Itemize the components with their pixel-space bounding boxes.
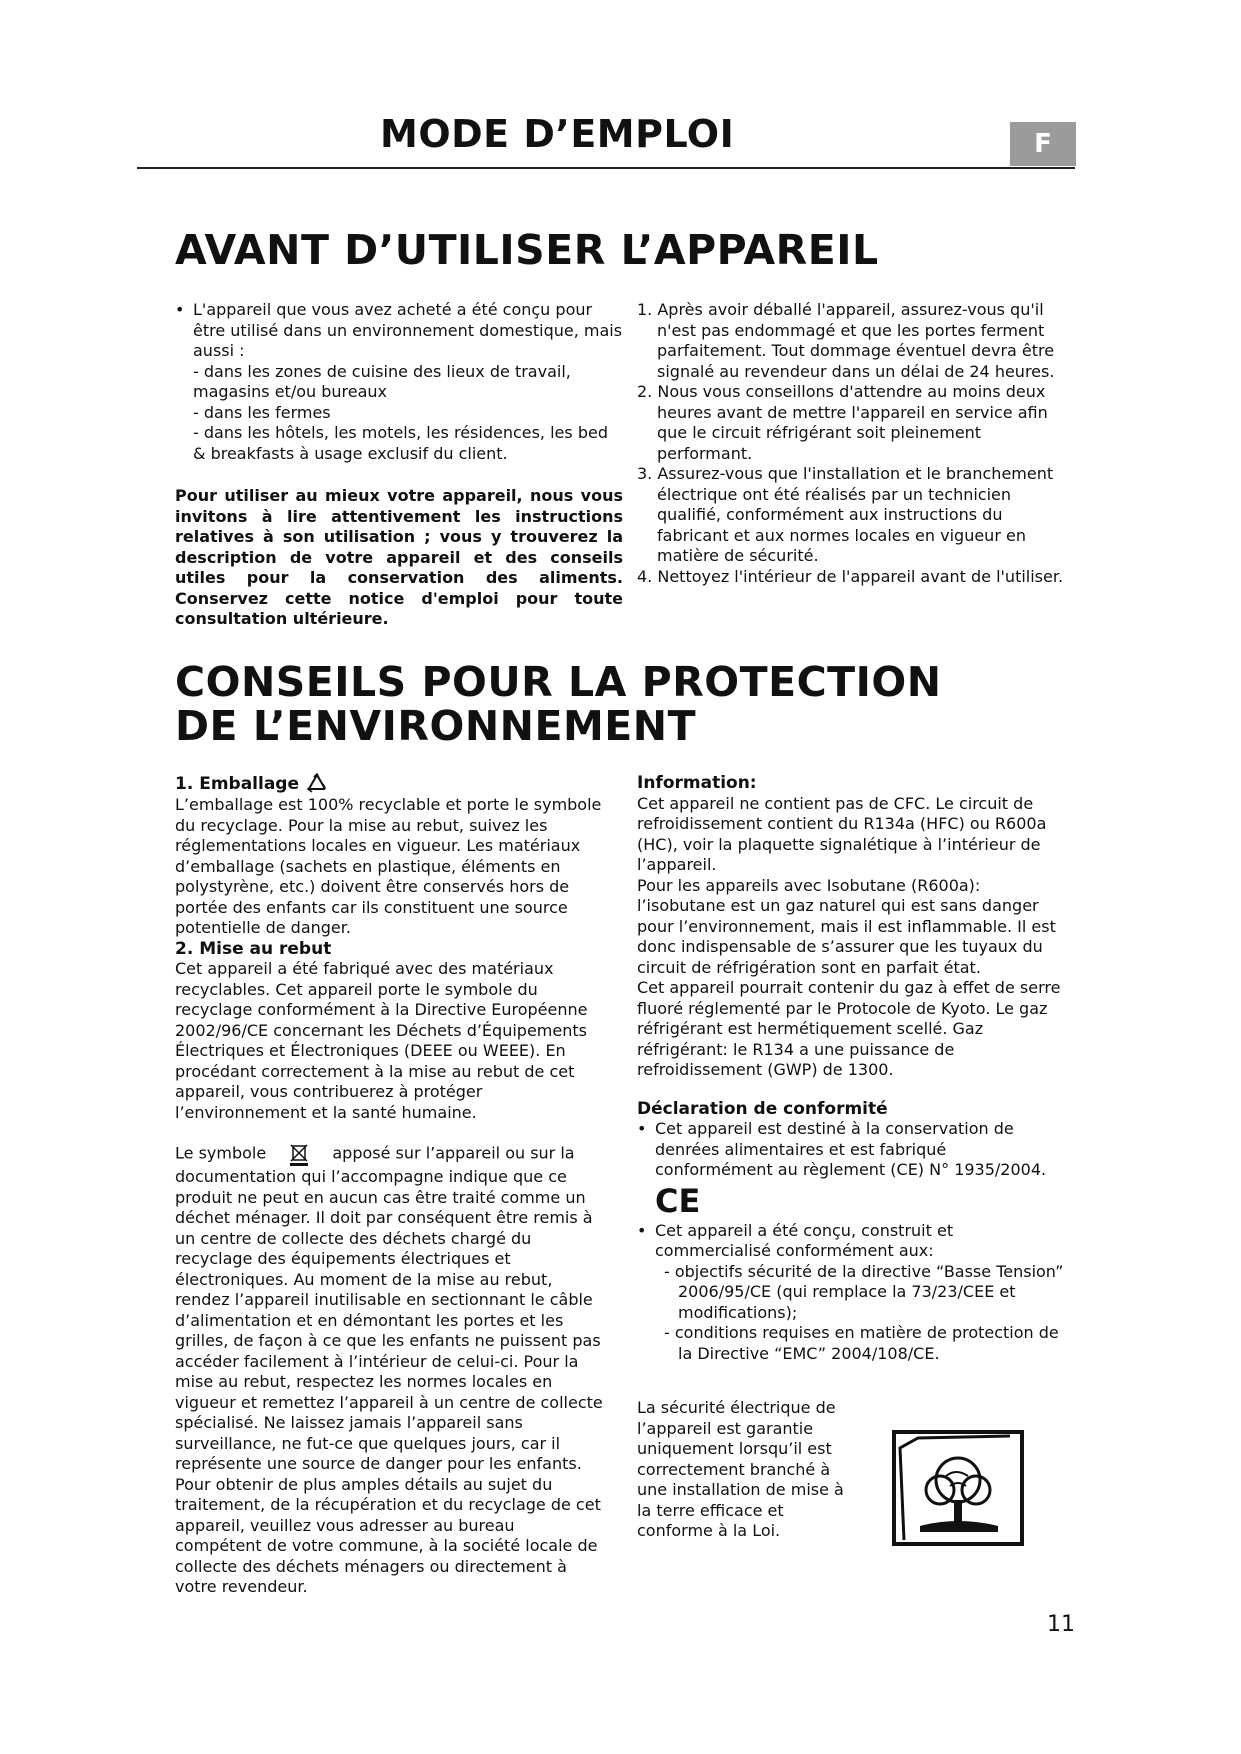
section-title-environment — [175, 660, 942, 748]
conformity-bullet: • Cet appareil est destiné à la conservation de denrées alimentaires et est fabriqué conformément au règlement (CE) N° 1935/2004. — [637, 1119, 1069, 1181]
language-badge: F — [1010, 122, 1076, 166]
section-title-before-use: AVANT D’UTILISER L’APPAREIL — [175, 226, 879, 274]
directive-item: - objectifs sécurité de la directive “Basse Tension” 2006/95/CE (qui remplace la 73/23/CEE et modifications); — [664, 1261, 1064, 1322]
disposal-text: Cet appareil a été fabriqué avec des matériaux recyclables. Cet appareil porte le symbole du recyclage conformément à la Directive Européenne 2002/96/CE concernant les Déchets d’Équipements Électriques et Électroniques (DEEE ou WEEE). En procédant correctement à la mise au rebut de cet appareil, vous contribuerez à protéger l’environnement et la santé humaine. — [175, 959, 588, 1122]
environment-right-column — [637, 773, 1069, 1364]
use-item: - dans les hôtels, les motels, les résidences, les bed & breakfasts à usage exclusif du client. — [193, 423, 608, 463]
environment-left-column — [175, 773, 605, 1598]
step-item: 2. Nous vous conseillons d'attendre au moins deux heures avant de mettre l'appareil en service afin que le circuit réfrigérant soit pleinement performant. — [637, 382, 1048, 463]
step-item: 1. Après avoir déballé l'appareil, assurez-vous qu'il n'est pas endommagé et que les portes ferment parfaitement. Tout dommage éventuel devra être signalé au revendeur dans un délai de 24 heures. — [637, 300, 1055, 381]
section-title-line: DE L’ENVIRONNEMENT — [175, 702, 697, 750]
step-item: 3. Assurez-vous que l'installation et le branchement électrique ont été réalisés par un technicien qualifié, conformément aux instructions du fabricant et aux normes locales en vigueur en matière de sécurité. — [637, 464, 1054, 565]
information-text: Cet appareil ne contient pas de CFC. Le circuit de refroidissement contient du R134a (HFC) ou R600a (HC), voir la plaquette signalétique à l’intérieur de l’appareil. — [637, 793, 1047, 874]
packaging-heading-text: 1. Emballage — [175, 774, 299, 794]
before-use-left-column — [175, 300, 623, 630]
header-divider — [137, 167, 1075, 169]
use-item: - dans les zones de cuisine des lieux de travail, magasins et/ou bureaux — [193, 361, 571, 401]
conformity-bullet: • Cet appareil a été conçu, construit et commercialisé conformément aux: — [637, 1221, 1069, 1262]
tree-logo-icon — [890, 1428, 1026, 1550]
domestic-use-bullet: • L'appareil que vous avez acheté a été conçu pour être utilisé dans un environnement domestique, mais aussi : — [175, 300, 623, 362]
packaging-heading — [175, 773, 605, 795]
weee-text: apposé sur l’appareil ou sur la documentation qui l’accompagne indique que ce produit ne peut en aucun cas être traité comme un déchet ménager. Il doit par conséquent être remis à un centre de collecte des déchets chargé du recyclage des équipements électriques et électroniques. Au moment de la mise au rebut, rendez l’appareil inutilisable en sectionnant le câble d’alimentation et en démontant les portes et les grilles, de façon à ce que les enfants ne puissent pas accéder facilement à l’intérieur de celui-ci. Pour la mise au rebut, respectez les normes locales en vigueur et remettez l’appareil à un centre de collecte spécialisé. Ne laissez jamais l’appareil sans surveillance, ne fut-ce que quelques jours, car il représente une source de danger pour les enfants. Pour obtenir de plus amples détails au sujet du traitement, de la récupération et du recyclage de cet appareil, veuillez vous adresser au bureau compétent de votre commune, à la société locale de collecte des déchets ménagers ou directement à votre revendeur. — [175, 1143, 603, 1596]
ce-mark: CE — [655, 1181, 701, 1220]
before-use-steps — [637, 300, 1067, 587]
section-title-line: CONSEILS POUR LA PROTECTION — [175, 658, 942, 706]
electrical-safety-text: La sécurité électrique de l’appareil est garantie uniquement lorsqu’il est correctement branché à une installation de mise à la terre efficace et conforme à la Loi. — [637, 1398, 844, 1540]
information-text: Cet appareil pourrait contenir du gaz à effet de serre fluoré réglementé par le Protocole de Kyoto. Le gaz réfrigérant est hermétiquement scellé. Gaz réfrigérant: le R134 a une puissance de refroidissement (GWP) de 1300. — [637, 978, 1061, 1079]
disposal-heading: 2. Mise au rebut — [175, 938, 332, 959]
recycle-icon — [305, 773, 329, 795]
page-number: 11 — [1047, 1612, 1075, 1637]
information-text: Pour les appareils avec Isobutane (R600a): l’isobutane est un gaz naturel qui est sans danger pour l’environnement, mais il est inflammable. Il est donc indispensable de s’assurer que les tuyaux du circuit de réfrigération sont en parfait état. — [637, 875, 1056, 977]
weee-paragraph — [175, 1141, 605, 1598]
use-item: - dans les fermes — [193, 402, 331, 422]
packaging-text: L’emballage est 100% recyclable et porte le symbole du recyclage. Pour la mise au rebut, suivez les réglementations locales en vigueur. Les matériaux d’emballage (sachets en plastique, éléments en polystyrène, etc.) doivent être conservés hors de portée des enfants car ils constituent une source potentielle de danger. — [175, 795, 602, 937]
directive-item: - conditions requises en matière de protection de la Directive “EMC” 2004/108/CE. — [664, 1323, 1059, 1363]
crossed-bin-icon — [279, 1141, 319, 1167]
information-heading: Information: — [637, 773, 757, 793]
conformity-heading: Déclaration de conformité — [637, 1098, 888, 1119]
page-header-title: MODE D’EMPLOI — [380, 112, 735, 156]
step-item: 4. Nettoyez l'intérieur de l'appareil avant de l'utiliser. — [637, 566, 1064, 586]
read-instructions-notice: Pour utiliser au mieux votre appareil, nous vous invitons à lire attentivement les instructions relatives à son utilisation ; vous y trouverez la description de votre appareil et des conseils utiles pour la conservation des aliments. Conservez cette notice d'emploi pour toute consultation ultérieure. — [175, 486, 623, 628]
weee-prefix: Le symbole — [175, 1143, 267, 1163]
